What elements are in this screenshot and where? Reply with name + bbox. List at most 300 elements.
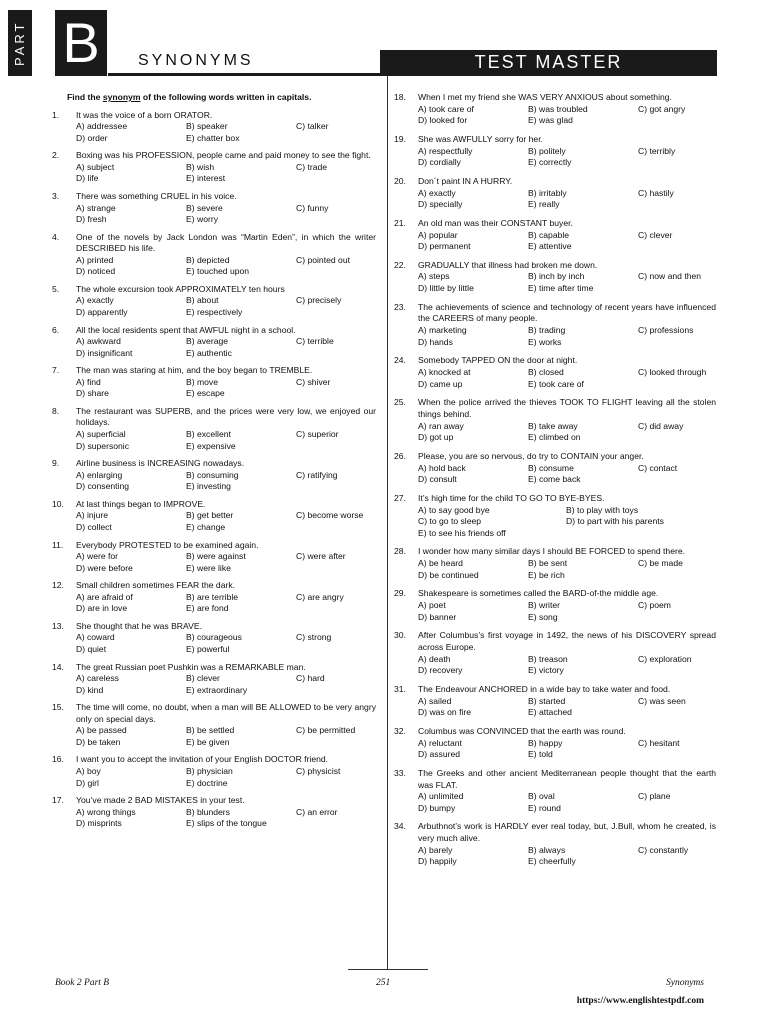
answer-option: A) find [76,376,101,387]
question-item [52,191,376,226]
answer-options [418,230,716,253]
right-column [394,92,716,875]
answer-option: C) plane [638,791,671,802]
answer-option: D) assured [418,749,461,760]
question-body [418,821,716,867]
answer-option: A) popular [418,229,458,240]
answer-option: A) awkward [76,336,121,347]
question-item [52,795,376,830]
answer-option: D) banner [418,611,457,622]
answer-option: E) be rich [528,569,565,580]
question-number: 13. [52,620,64,631]
answer-option: A) injure [76,510,108,521]
answer-option: C) strong [296,632,332,643]
answer-option: B) average [186,336,229,347]
answer-options [76,510,376,533]
answer-option: E) were like [186,562,231,573]
question-body [418,134,716,169]
question-number: 16. [52,754,64,765]
answer-option: D) were before [76,562,133,573]
question-body [76,702,376,748]
answer-option: C) superior [296,429,339,440]
answer-option: B) always [528,844,566,855]
answer-option: E) works [528,336,562,347]
question-stem: Somebody TAPPED ON the door at night. [418,355,578,366]
answer-option: D) insignificant [76,347,133,358]
question-number: 8. [52,405,60,416]
answer-option: E) chatter box [186,132,240,143]
answer-option: A) strange [76,202,116,213]
answer-option: A) to say good bye [418,504,490,515]
question-item [394,92,716,127]
answer-option: A) printed [76,254,114,265]
question-body [76,458,376,493]
answer-option: A) coward [76,632,115,643]
answer-option: D) collect [76,522,112,533]
question-item [394,821,716,867]
question-stem: There was something CRUEL in his voice. [76,190,237,201]
answer-option: A) careless [76,673,119,684]
answer-option: B) to play with toys [566,504,639,515]
answer-options [418,791,716,814]
answer-option: A) enlarging [76,469,123,480]
answer-option: D) misprints [76,818,122,829]
answer-option: D) be taken [76,736,121,747]
answer-option: E) worry [186,214,218,225]
question-body [76,499,376,534]
question-stem: When the police arrived the thieves TOOK TO FLIGHT leaving all the stolen things behind. [418,397,716,419]
answer-option: C) to go to sleep [418,516,482,527]
question-stem: The achievements of science and technology of recent years have influenced the CAREERS of many people. [418,301,716,324]
answer-option: E) be given [186,736,230,747]
answer-option: B) oval [528,791,555,802]
question-body [76,754,376,789]
answer-option: C) exploration [638,653,692,664]
question-body [76,232,376,278]
question-item [52,325,376,360]
footer-url: https://www.englishtestpdf.com [576,996,704,1006]
question-body [418,546,716,581]
answer-option: D) order [76,132,108,143]
answer-option: B) closed [528,367,564,377]
answer-option: B) wish [186,161,215,172]
question-number: 20. [394,175,406,186]
answer-option: D) life [76,173,99,184]
question-item [394,355,716,390]
answer-option: C) got angry [638,103,686,114]
instruction-underlined: synonym [102,92,141,102]
question-stem: An old man was their CONSTANT buyer. [418,217,573,228]
question-stem: The whole excursion took APPROXIMATELY ten hours [76,283,285,294]
answer-option: C) hastily [638,187,674,198]
question-item [52,702,376,748]
question-body [76,406,376,452]
answer-options [418,146,716,169]
answer-option: A) poet [418,600,446,611]
answer-option: B) excellent [186,429,231,440]
answer-options [76,121,376,144]
answer-option: B) consuming [186,469,239,480]
question-number: 12. [52,580,64,591]
answer-option: D) recovery [418,665,463,676]
question-stem: She thought that he was BRAVE. [76,620,202,631]
question-body [418,630,716,676]
answer-option: B) about [186,295,219,306]
test-master-banner: TEST MASTER [380,50,717,74]
question-number: 31. [394,683,406,694]
answer-option: B) were against [186,551,246,562]
question-item [52,662,376,697]
question-stem: The Greeks and other ancient Mediterranean people thought that the earth was FLAT. [418,767,716,790]
answer-option: E) correctly [528,157,572,168]
answer-option: D) supersonic [76,440,130,451]
answer-option: D) little by little [418,283,474,294]
question-number: 18. [394,92,406,102]
question-item [394,726,716,761]
answer-option: D) bumpy [418,802,456,813]
question-stem: The Endeavour ANCHORED in a wide bay to take water and food. [418,683,671,694]
answer-options [76,673,376,696]
answer-options [418,845,716,868]
answer-option: B) be settled [186,725,235,736]
answer-option: D) noticed [76,266,116,277]
answer-option: B) writer [528,600,560,611]
question-item [394,546,716,581]
question-item [52,365,376,400]
answer-options [418,188,716,211]
question-stem: The restaurant was SUPERB, and the prices were very low, we enjoyed our holidays. [76,405,376,428]
answer-option: A) exactly [418,187,456,198]
question-stem: You’ve made 2 BAD MISTAKES in your test. [76,795,245,806]
answer-option: E) investing [186,481,231,492]
question-stem: Everybody PROTESTED to be examined again. [76,539,259,550]
question-body [418,768,716,814]
answer-option: B) are terrible [186,591,239,602]
answer-option: D) permanent [418,241,471,252]
answer-option: C) professions [638,325,694,336]
question-stem: One of the novels by Jack London was “Martin Eden”, in which the writer DESCRIBED his life. [76,231,376,254]
answer-option: D) consult [418,474,457,485]
answer-option: C) looked through [638,367,707,377]
answer-options [76,725,376,748]
answer-option: C) did away [638,420,684,431]
question-body [418,92,716,127]
question-stem: Please, you are so nervous, do try to CONTAIN your anger. [418,450,644,461]
answer-option: A) be passed [76,725,127,736]
answer-option: B) happy [528,737,563,748]
question-item [52,621,376,656]
question-body [418,355,716,390]
question-number: 17. [52,795,64,806]
answer-option: C) poem [638,600,671,611]
answer-option: A) steps [418,271,450,282]
answer-option: B) take away [528,420,578,431]
part-label: PART [12,20,27,66]
question-stem: GRADUALLY that illness had broken me down. [418,259,598,270]
answer-option: B) courageous [186,632,242,643]
answer-options [418,367,716,390]
answer-option: A) boy [76,766,101,777]
question-item [394,218,716,253]
question-number: 7. [52,365,60,376]
answer-options [76,470,376,493]
answer-options [418,325,716,348]
answer-option: D) girl [76,777,99,788]
section-title: SYNONYMS [138,52,254,69]
question-item [394,176,716,211]
question-number: 5. [52,283,60,294]
answer-option: B) blunders [186,806,230,817]
question-item [394,588,716,623]
answer-option: B) severe [186,202,223,213]
question-body [418,397,716,443]
answer-option: C) pointed out [296,254,350,265]
answer-option: E) time after time [528,283,594,294]
answer-option: E) escape [186,388,225,399]
answer-option: C) be permitted [296,725,356,736]
question-stem: The man was staring at him, and the boy began to TREMBLE. [76,365,313,376]
answer-option: C) were after [296,551,346,562]
question-stem: When I met my friend she WAS VERY ANXIOUS about something. [418,92,672,102]
answer-option: A) unlimited [418,791,464,802]
answer-option: E) doctrine [186,777,228,788]
answer-options [76,429,376,452]
question-stem: Boxing was his PROFESSION, people came and paid money to see the fight. [76,150,371,161]
question-number: 3. [52,190,60,201]
answer-options [76,377,376,400]
question-stem: Arbuthnot’s work is HARDLY ever real today, but, J.Bull, whom he created, is very much alive. [418,821,716,844]
question-item [394,768,716,814]
answer-options [76,551,376,574]
question-stem: The time will come, no doubt, when a man will BE ALLOWED to be very angry only on special days. [76,702,376,724]
question-body [76,284,376,319]
question-number: 6. [52,324,60,335]
question-item [52,406,376,452]
answer-option: A) exactly [76,295,114,306]
answer-option: D) consenting [76,481,130,492]
answer-options [76,203,376,226]
answer-option: B) consume [528,462,574,473]
question-body [418,260,716,295]
answer-option: D) apparently [76,307,128,318]
question-number: 22. [394,259,406,270]
question-item [52,499,376,534]
question-stem: It was the voice of a born ORATOR. [76,109,213,120]
answer-option: B) depicted [186,254,230,265]
answer-option: D) was on fire [418,707,472,718]
answer-option: E) round [528,802,561,813]
footer-page-number: 251 [376,978,391,988]
question-number: 11. [52,539,64,550]
answer-option: C) become worse [296,510,364,521]
answer-option: C) trade [296,161,328,172]
question-item [394,397,716,443]
answer-options [418,104,716,127]
answer-options [418,463,716,486]
answer-option: D) share [76,388,109,399]
answer-option: C) terrible [296,336,334,347]
answer-option: E) slips of the tongue [186,818,267,829]
question-body [418,451,716,486]
answer-option: E) change [186,522,226,533]
answer-option: B) was troubled [528,103,588,114]
question-item [394,684,716,719]
answer-option: C) be made [638,558,683,569]
answer-options [76,162,376,185]
question-stem: She was AWFULLY sorry for her. [418,133,543,144]
answer-option: E) really [528,199,560,210]
answer-option: E) victory [528,665,564,676]
answer-option: C) physicist [296,766,341,777]
answer-option: C) funny [296,202,329,213]
question-stem: It’s high time for the child TO GO TO BYE-BYES. [418,492,605,503]
question-item [394,134,716,169]
answer-option: B) be sent [528,558,568,569]
answer-option: B) speaker [186,121,228,132]
question-body [418,726,716,761]
question-body [76,150,376,185]
question-item [52,150,376,185]
answer-options [418,271,716,294]
answer-option: A) reluctant [418,737,462,748]
question-stem: Airline business is INCREASING nowadays. [76,458,245,469]
answer-option: E) cheerfully [528,856,576,867]
question-number: 25. [394,397,406,408]
answer-option: A) are afraid of [76,591,133,602]
question-number: 15. [52,702,64,713]
answer-option: B) trading [528,325,566,336]
answer-option: D) to part with his parents [566,516,664,527]
footer-rule [348,969,428,970]
answer-options [418,505,716,540]
answer-options [76,632,376,655]
answer-option: E) powerful [186,644,230,655]
answer-option: B) get better [186,510,234,521]
question-stem: I want you to accept the invitation of your English DOCTOR friend. [76,754,329,765]
question-stem: Columbus was CONVINCED that the earth was round. [418,725,626,736]
question-item [394,493,716,539]
answer-options [418,558,716,581]
answer-option: A) death [418,653,451,664]
answer-option: E) song [528,611,558,622]
question-body [76,580,376,615]
answer-option: D) fresh [76,214,107,225]
question-body [418,176,716,211]
answer-option: C) shiver [296,376,331,387]
answer-option: B) clever [186,673,220,684]
answer-option: E) climbed on [528,432,581,443]
answer-option: D) happily [418,856,457,867]
question-stem: I wonder how many similar days I should BE FORCED to spend there. [418,546,685,557]
answer-option: C) was seen [638,695,686,706]
answer-option: C) hesitant [638,737,680,748]
answer-option: D) got up [418,432,454,443]
question-item [394,260,716,295]
question-item [394,451,716,486]
answer-options [418,696,716,719]
answer-option: D) looked for [418,115,468,126]
question-number: 32. [394,725,406,736]
question-number: 10. [52,498,64,509]
answer-option: A) marketing [418,325,467,336]
question-item [52,754,376,789]
question-item [52,580,376,615]
answer-option: C) contact [638,462,678,473]
question-number: 21. [394,217,406,228]
answer-option: E) interest [186,173,226,184]
question-number: 9. [52,458,60,469]
question-stem: Shakespeare is sometimes called the BARD-of-the middle age. [418,588,659,599]
question-body [76,110,376,145]
question-number: 29. [394,588,406,599]
answer-option: A) took care of [418,103,474,114]
question-number: 4. [52,231,60,242]
answer-option: A) be heard [418,558,463,569]
answer-options [76,807,376,830]
answer-option: B) move [186,376,218,387]
question-item [52,458,376,493]
answer-option: B) physician [186,766,233,777]
question-number: 26. [394,450,406,461]
answer-option: E) was glad [528,115,573,126]
question-body [76,540,376,575]
answer-option: B) started [528,695,566,706]
question-stem: All the local residents spent that AWFUL night in a school. [76,324,296,335]
answer-option: D) are in love [76,603,128,614]
question-number: 23. [394,301,406,312]
question-number: 34. [394,821,406,832]
question-number: 27. [394,492,406,503]
question-body [418,302,716,348]
instruction-pre: Find the [67,92,103,102]
question-item [52,284,376,319]
answer-option: C) are angry [296,591,344,602]
question-stem: Small children sometimes FEAR the dark. [76,580,236,591]
question-body [418,588,716,623]
left-column [52,92,376,836]
answer-options [76,766,376,789]
answer-option: B) politely [528,145,566,156]
answer-options [76,592,376,615]
question-item [52,110,376,145]
answer-option: E) told [528,749,553,760]
question-body [76,365,376,400]
answer-option: B) inch by inch [528,271,585,282]
question-body [76,621,376,656]
answer-option: C) clever [638,229,673,240]
answer-option: E) are fond [186,603,229,614]
answer-option: C) talker [296,121,329,132]
question-body [76,325,376,360]
question-stem: Don´t paint IN A HURRY. [418,175,513,186]
answer-option: A) hold back [418,462,466,473]
question-number: 1. [52,109,60,120]
answer-options [418,600,716,623]
part-letter: B [55,10,107,76]
question-number: 24. [394,355,406,366]
footer-book: Book 2 Part B [55,978,110,988]
answer-option: C) precisely [296,295,342,306]
answer-options [418,654,716,677]
question-number: 19. [394,133,406,144]
answer-option: E) took care of [528,378,584,389]
answer-options [418,421,716,444]
answer-option: E) touched upon [186,266,250,277]
instruction [67,92,376,104]
answer-option: E) attentive [528,241,572,252]
answer-option: A) sailed [418,695,452,706]
question-item [394,630,716,676]
